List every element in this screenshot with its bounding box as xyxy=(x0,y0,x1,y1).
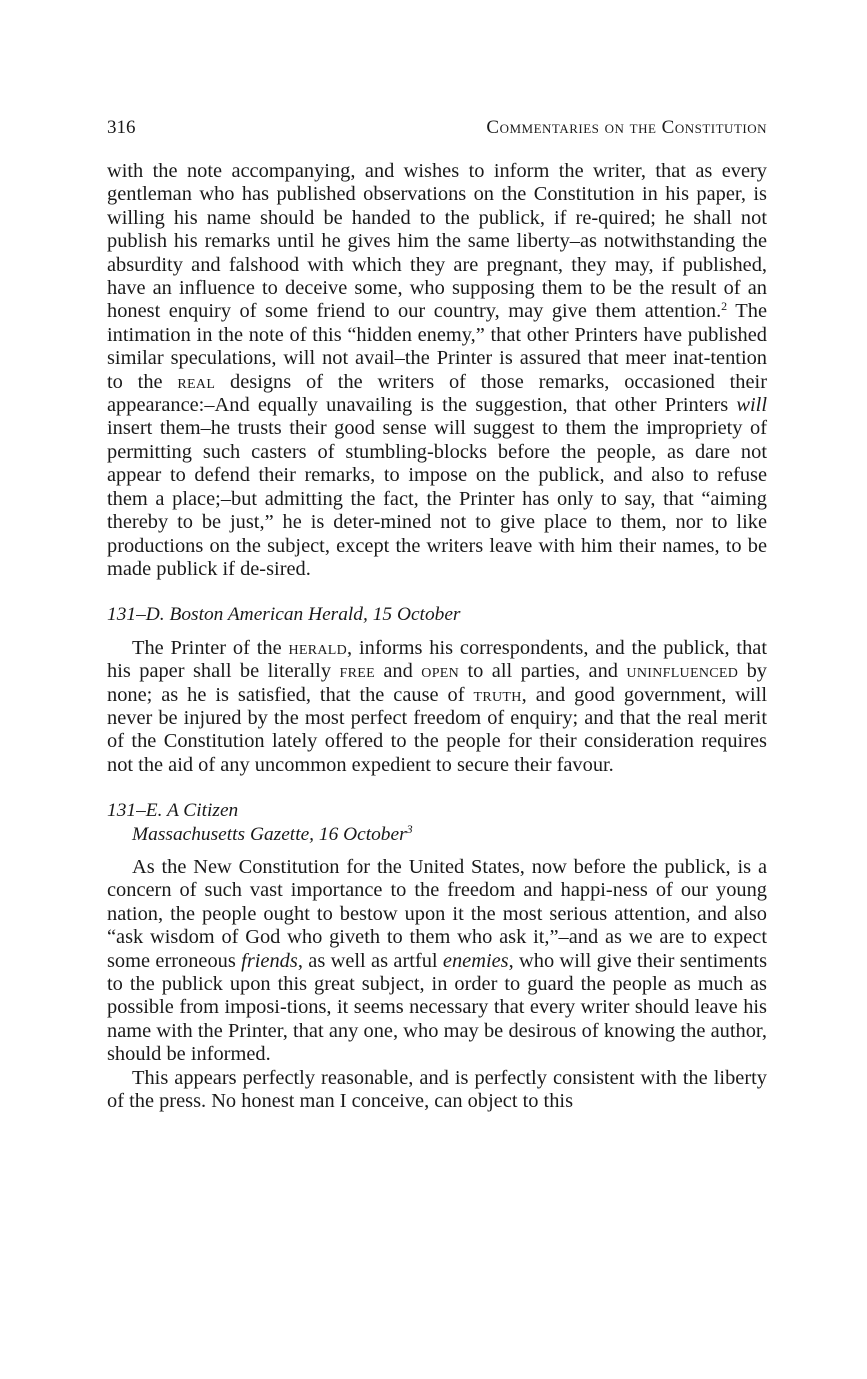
section-heading-131d: 131–D. Boston American Herald, 15 October xyxy=(107,604,461,626)
section-source xyxy=(107,823,767,846)
text-run: As the New Constitution for the United States, now before the publick, is a concern of such vast importance to the freedom and happi-ness of our young nation, the people ought to bestow upon it the most serious attention, and also “ask wisdom of God who giveth to them who ask it,”–and as we are to expect some erroneous xyxy=(107,855,767,972)
running-head xyxy=(107,117,767,145)
page-number: 316 xyxy=(107,117,136,138)
section-heading-131e xyxy=(107,799,767,846)
small-caps-free: free xyxy=(339,660,375,683)
text-run: designs of the writers of those remarks, occasioned their appearance:–And equally unavailing is the suggestion, that other Printers xyxy=(107,370,767,417)
text-run: by none; as he is satisfied, that the cause of xyxy=(107,660,767,706)
text-run: with the note accompanying, and wishes to inform the writer, that as every gentleman who has published observations on the Constitution in his paper, is willing his name should be handed to the publick, if re-quired; he shall not publish his remarks until he gives him the same liberty–as notwithstanding the absurdity and falshood with which they are pregnant, they may, if published, have an influence to deceive some, who supposing them to be the result of an honest enquiry of some friend to our country, may give them attention. xyxy=(107,160,767,323)
continuation-paragraph xyxy=(107,160,767,581)
footnote-ref-2: 2 xyxy=(721,299,728,314)
running-title: Commentaries on the Constitution xyxy=(486,117,767,138)
italic-will: will xyxy=(736,394,767,417)
text-run: , as well as artful xyxy=(297,949,443,972)
small-caps-uninfluenced: uninfluenced xyxy=(626,660,739,683)
text-run: to all parties, and xyxy=(459,660,627,683)
small-caps-truth: truth xyxy=(473,683,522,706)
text-run: The intimation in the note of this “hidden enemy,” that other Printers have published similar speculations, will not avail–the Printer is assured that meer inat-tention to the xyxy=(107,300,767,393)
text-run: The Printer of the xyxy=(132,636,289,659)
small-caps-herald: herald xyxy=(288,636,348,659)
herald-paragraph xyxy=(107,637,767,777)
small-caps-open: open xyxy=(421,660,460,683)
text-run: , and good government, will never be injured by the most perfect freedom of enquiry; and that the real merit of the Constitution lately offered to the people for their consideration requires not the aid of any uncommon expedient to secure their favour. xyxy=(107,683,767,776)
italic-enemies: enemies xyxy=(442,949,509,972)
text-run: insert them–he trusts their good sense will suggest to them the impropriety of permitting such casters of stumbling-blocks before the people, as dare not appear to defend their remarks, to impose on the publick, and also to refuse them a place;–but admitting the fact, the Printer has only to say, that “aiming thereby to be just,” he is deter-mined not to give place to them, nor to like productions on the subject, except the writers leave with him their names, to be made publick if de-sired. xyxy=(107,417,767,580)
italic-friends: friends xyxy=(241,949,298,972)
source-text: Massachusetts Gazette, 16 October xyxy=(132,823,407,845)
text-run: and xyxy=(374,660,422,683)
footnote-ref-3: 3 xyxy=(406,821,413,836)
section-title: 131–E. A Citizen xyxy=(107,800,239,822)
text-run: , who will give their sentiments to the publick upon this great subject, in order to guard the people as much as possible from imposi-tions, it seems necessary that every writer should leave his name with the Printer, that any one, who may be desirous of knowing the author, should be informed. xyxy=(107,949,767,1066)
text-run: , informs his correspondents, and the publick, that his paper shall be literally xyxy=(107,636,767,683)
citizen-paragraph-2: This appears perfectly reasonable, and is perfectly consistent with the liberty of the press. No honest man I conceive, can object to this xyxy=(107,1066,767,1113)
citizen-paragraph-1 xyxy=(107,856,767,1067)
page-body xyxy=(107,160,767,1113)
small-caps-real: real xyxy=(177,370,216,393)
